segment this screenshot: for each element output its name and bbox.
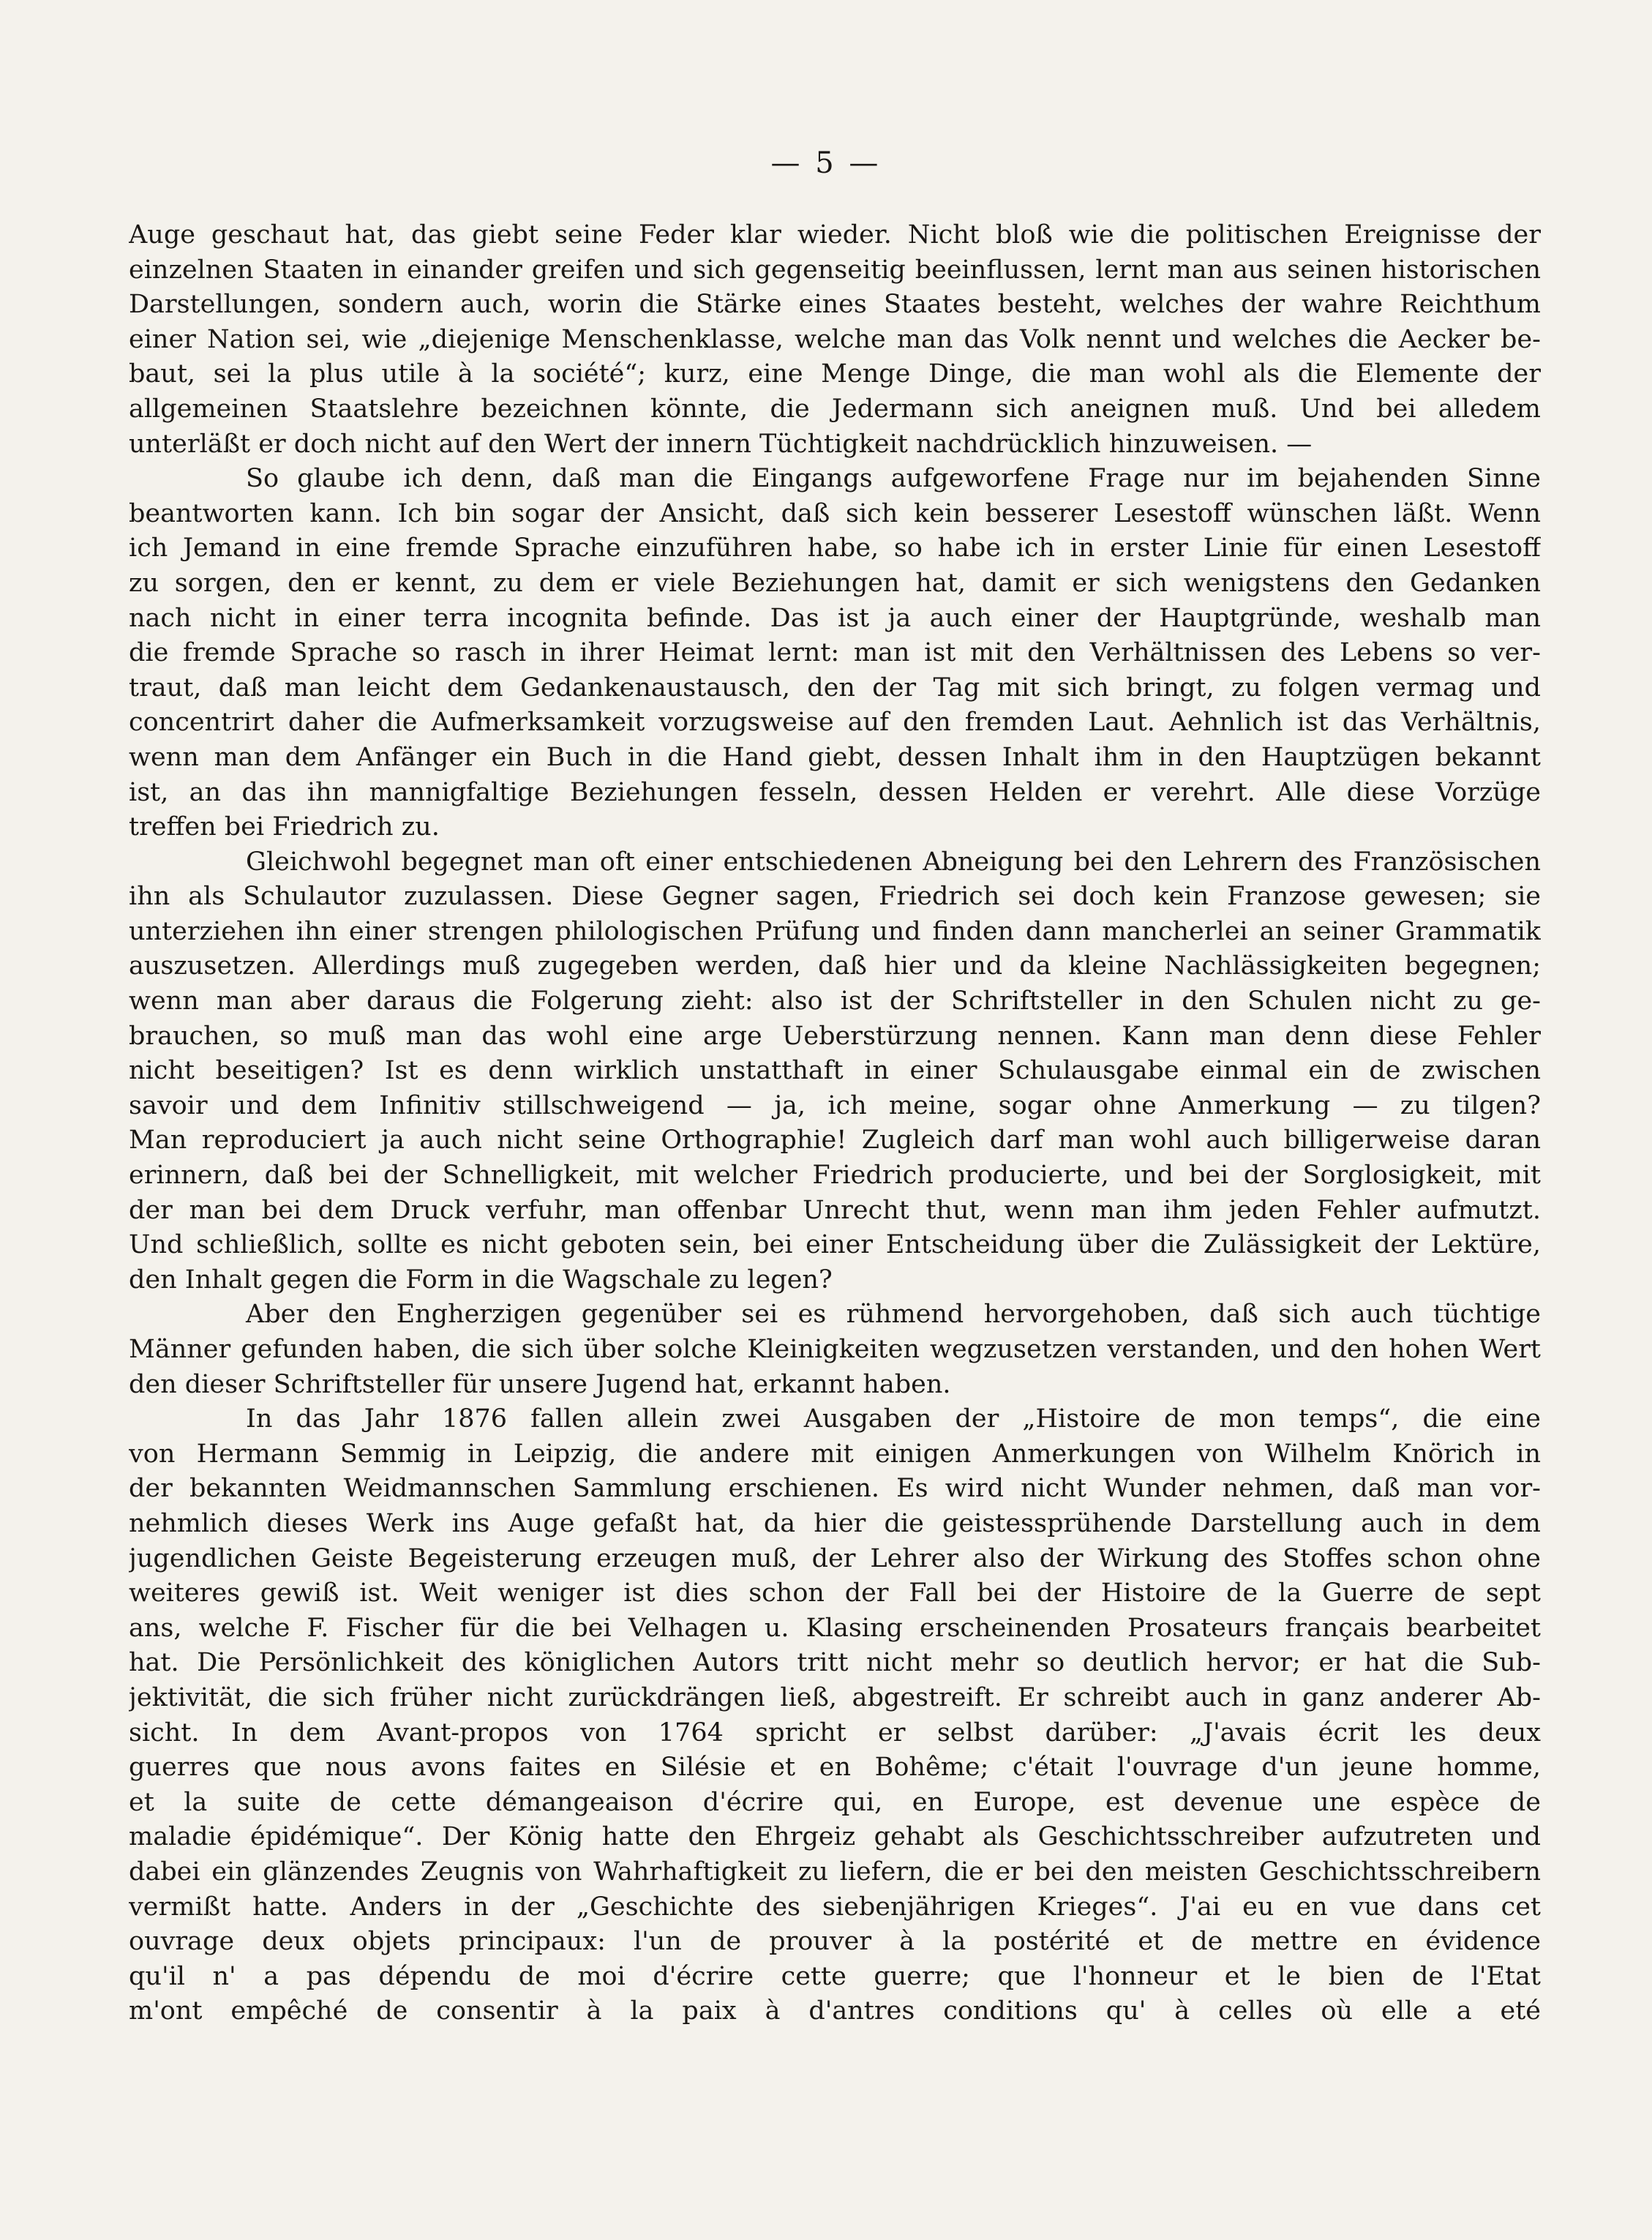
text-line: der man bei dem Druck verfuhr, man offenbar Unrecht thut, wenn man ihm jeden Fehler aufmutzt. bbox=[129, 1195, 1541, 1225]
text-line: der bekannten Weidmannschen Sammlung erschienen. Es wird nicht Wunder nehmen, daß man vor- bbox=[129, 1474, 1541, 1504]
text-line bbox=[129, 2029, 1541, 2064]
text-line: Auge geschaut hat, das giebt seine Feder klar wieder. Nicht bloß wie die politischen Ereignisse der bbox=[129, 220, 1541, 250]
text-line: savoir und dem Infinitiv stillschweigend — ja, ich meine, sogar ohne Anmerkung — zu tilgen? bbox=[129, 1090, 1541, 1120]
text-line: nehmlich dieses Werk ins Auge gefaßt hat, da hier die geistessprühende Darstellung auch in dem bbox=[129, 1508, 1541, 1538]
text-line: ouvrage deux objets principaux: l'un de prouver à la postérité et de mettre en évidence bbox=[129, 1927, 1541, 1957]
text-line: traut, daß man leicht dem Gedankenaustausch, den der Tag mit sich bringt, zu folgen vermag und bbox=[129, 673, 1541, 703]
text-line: dabei ein glänzendes Zeugnis von Wahrhaftigkeit zu liefern, die er bei den meisten Geschichtsschreibern bbox=[129, 1857, 1541, 1887]
text-line: auszusetzen. Allerdings muß zugegeben werden, daß hier und da kleine Nachlässigkeiten begegnen; bbox=[129, 951, 1541, 981]
text-line: sicht. In dem Avant-propos von 1764 spricht er selbst darüber: „J'avais écrit les deux bbox=[129, 1718, 1541, 1748]
text-line: jugendlichen Geiste Begeisterung erzeugen muß, der Lehrer also der Wirkung des Stoffes schon ohne bbox=[129, 1543, 1541, 1573]
text-line: Aber den Engherzigen gegenüber sei es rühmend hervorgehoben, daß sich auch tüchtige bbox=[246, 1300, 1541, 1330]
text-line: den Inhalt gegen die Form in die Wagschale zu legen? bbox=[129, 1265, 833, 1295]
text-line: von Hermann Semmig in Leipzig, die andere mit einigen Anmerkungen von Wilhelm Knörich in bbox=[129, 1439, 1541, 1469]
text-line: einzelnen Staaten in einander greifen und sich gegenseitig beeinflussen, lernt man aus seinen historischen bbox=[129, 255, 1541, 285]
text-line: Man reproduciert ja auch nicht seine Orthographie! Zugleich darf man wohl auch billigerweise daran bbox=[129, 1125, 1541, 1155]
page-number: — 5 — bbox=[770, 146, 882, 180]
text-line: nach nicht in einer terra incognita befinde. Das ist ja auch einer der Hauptgründe, weshalb man bbox=[129, 603, 1541, 633]
text-line: beantworten kann. Ich bin sogar der Ansicht, daß sich kein besserer Lesestoff wünschen läßt. Wenn bbox=[129, 498, 1541, 528]
text-line: Gleichwohl begegnet man oft einer entschiedenen Abneigung bei den Lehrern des Französischen bbox=[246, 847, 1541, 877]
text-line: So glaube ich denn, daß man die Eingangs aufgeworfene Frage nur im bejahenden Sinne bbox=[246, 464, 1541, 494]
text-line: brauchen, so muß man das wohl eine arge Ueberstürzung nennen. Kann man denn diese Fehler bbox=[129, 1021, 1541, 1051]
text-line: hat. Die Persönlichkeit des königlichen Autors tritt nicht mehr so deutlich hervor; er hat die Sub- bbox=[129, 1648, 1541, 1678]
text-line: Und schließlich, sollte es nicht geboten sein, bei einer Entscheidung über die Zulässigkeit der Lektüre, bbox=[129, 1230, 1541, 1260]
text-line: die fremde Sprache so rasch in ihrer Heimat lernt: man ist mit den Verhältnissen des Lebens so ver- bbox=[129, 638, 1541, 668]
text-line: wenn man dem Anfänger ein Buch in die Hand giebt, dessen Inhalt ihm in den Hauptzügen bekannt bbox=[129, 742, 1541, 772]
text-line: nicht beseitigen? Ist es denn wirklich unstatthaft in einer Schulausgabe einmal ein de zwischen bbox=[129, 1056, 1541, 1086]
text-line: qu'il n' a pas dépendu de moi d'écrire cette guerre; que l'honneur et le bien de l'Etat bbox=[129, 1961, 1541, 1991]
text-line: m'ont empêché de consentir à la paix à d'antres conditions qu' à celles où elle a eté bbox=[129, 1996, 1541, 2026]
text-line: jektivität, die sich früher nicht zurückdrängen ließ, abgestreift. Er schreibt auch in ganz anderer Ab- bbox=[129, 1682, 1541, 1712]
text-line: ich Jemand in eine fremde Sprache einzuführen habe, so habe ich in erster Linie für einen Lesestoff bbox=[129, 533, 1541, 563]
text-line: Darstellungen, sondern auch, worin die Stärke eines Staates besteht, welches der wahre Reichthum bbox=[129, 290, 1541, 320]
text-line: Männer gefunden haben, die sich über solche Kleinigkeiten wegzusetzen verstanden, und den hohen Wert bbox=[129, 1335, 1541, 1364]
text-line: In das Jahr 1876 fallen allein zwei Ausgaben der „Histoire de mon temps“, die eine bbox=[246, 1404, 1541, 1434]
text-line: unterläßt er doch nicht auf den Wert der innern Tüchtigkeit nachdrücklich hinzuweisen. — bbox=[129, 429, 1313, 459]
text-line: wenn man aber daraus die Folgerung zieht: also ist der Schriftsteller in den Schulen nicht zu ge- bbox=[129, 986, 1541, 1016]
text-line: zu sorgen, den er kennt, zu dem er viele Beziehungen hat, damit er sich wenigstens den Gedanken bbox=[129, 568, 1541, 598]
text-line: et la suite de cette démangeaison d'écrire qui, en Europe, est devenue une espèce de bbox=[129, 1787, 1541, 1817]
text-line: weiteres gewiß ist. Weit weniger ist dies schon der Fall bei der Histoire de la Guerre de sept bbox=[129, 1578, 1541, 1608]
text-line: den dieser Schriftsteller für unsere Jugend hat, erkannt haben. bbox=[129, 1369, 951, 1399]
body-text bbox=[129, 218, 1541, 2064]
text-line: guerres que nous avons faites en Silésie et en Bohême; c'était l'ouvrage d'un jeune homme, bbox=[129, 1753, 1541, 1783]
text-line: vermißt hatte. Anders in der „Geschichte des siebenjährigen Krieges“. J'ai eu en vue dans cet bbox=[129, 1892, 1541, 1922]
text-line: treffen bei Friedrich zu. bbox=[129, 812, 440, 842]
text-line: maladie épidémique“. Der König hatte den Ehrgeiz gehabt als Geschichtsschreiber aufzutreten und bbox=[129, 1822, 1541, 1852]
text-line: unterziehen ihn einer strengen philologischen Prüfung und finden dann mancherlei an seiner Grammatik bbox=[129, 916, 1541, 946]
text-line: concentrirt daher die Aufmerksamkeit vorzugsweise auf den fremden Laut. Aehnlich ist das Verhältnis, bbox=[129, 708, 1541, 738]
text-line: erinnern, daß bei der Schnelligkeit, mit welcher Friedrich producierte, und bei der Sorglosigkeit, mit bbox=[129, 1161, 1541, 1191]
text-line: ist, an das ihn mannigfaltige Beziehungen fesseln, dessen Helden er verehrt. Alle diese Vorzüge bbox=[129, 777, 1541, 807]
text-line: baut, sei la plus utile à la société“; kurz, eine Menge Dinge, die man wohl als die Elemente der bbox=[129, 359, 1541, 389]
text-line: ans, welche F. Fischer für die bei Velhagen u. Klasing erscheinenden Prosateurs français bearbeitet bbox=[129, 1613, 1541, 1643]
text-line: ihn als Schulautor zuzulassen. Diese Gegner sagen, Friedrich sei doch kein Franzose gewesen; sie bbox=[129, 882, 1541, 912]
text-line: allgemeinen Staatslehre bezeichnen könnte, die Jedermann sich aneignen muß. Und bei alledem bbox=[129, 394, 1541, 424]
text-line: einer Nation sei, wie „diejenige Menschenklasse, welche man das Volk nennt und welches die Aecker be- bbox=[129, 324, 1541, 354]
